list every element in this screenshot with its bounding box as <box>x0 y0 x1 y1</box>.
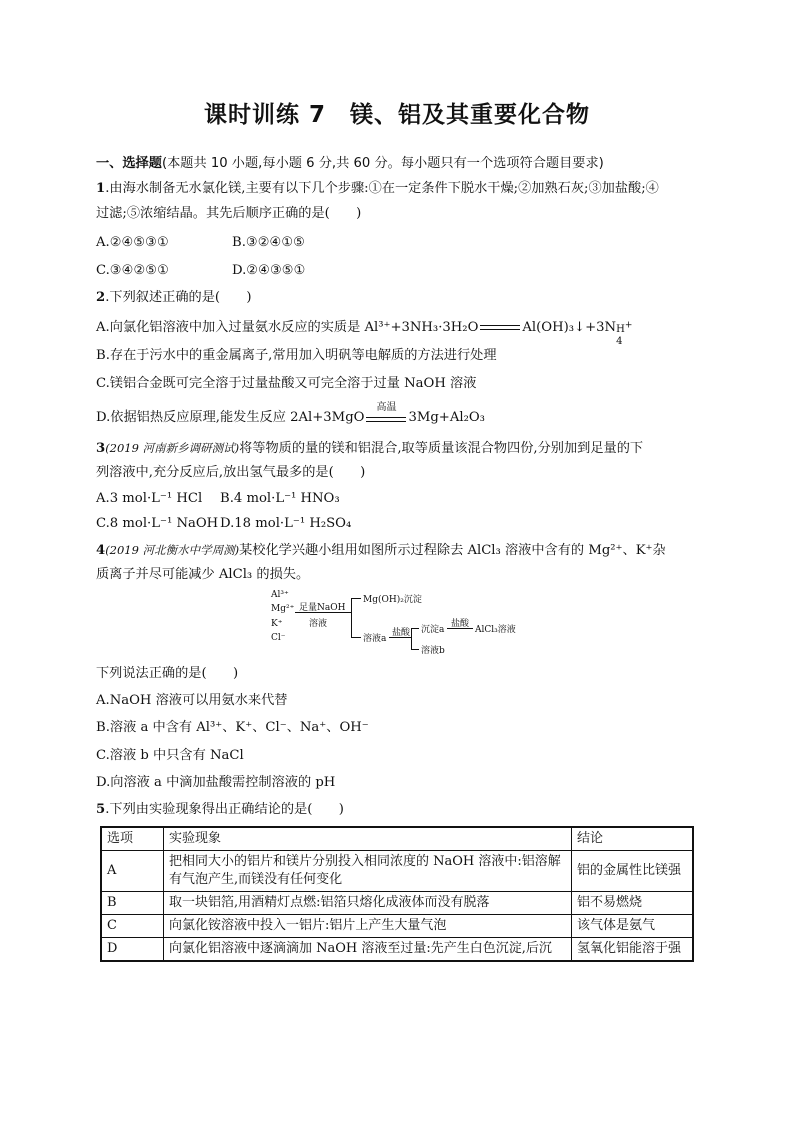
q2-option-d-left: D.依据铝热反应原理,能发生反应 2Al+3MgO <box>96 410 365 425</box>
q2-option-d-right: 3Mg+Al₂O₃ <box>408 410 485 425</box>
q2-option-a-left: A.向氯化铝溶液中加入过量氨水反应的实质是 Al³⁺+3NH₃·3H₂O <box>96 320 479 335</box>
precipitate-a: 沉淀a <box>421 625 445 635</box>
branch-top <box>351 598 361 599</box>
ion-k: K⁺ <box>271 619 283 629</box>
table-header: 实验现象 <box>164 827 572 851</box>
table-header: 选项 <box>101 827 164 851</box>
process-diagram <box>265 590 535 660</box>
q5-number: 5 <box>96 802 106 817</box>
reagent1-bottom: 溶液 <box>309 619 328 629</box>
q2-option-c[interactable]: C.镁铝合金既可完全溶于过量盐酸又可完全溶于过量 NaOH 溶液 <box>96 376 477 391</box>
q4-option-c[interactable]: C.溶液 b 中只含有 NaCl <box>96 748 244 763</box>
ion-al: Al³⁺ <box>271 590 289 600</box>
branch-line <box>351 598 352 638</box>
q4-option-a[interactable]: A.NaOH 溶液可以用氨水来代替 <box>96 693 288 708</box>
equals-arrow-icon <box>480 325 520 330</box>
q5-text: .下列由实验现象得出正确结论的是( ) <box>105 802 344 817</box>
q3-number: 3 <box>96 441 106 456</box>
table-cell: 铝的金属性比镁强 <box>572 851 694 892</box>
table-cell: 该气体是氨气 <box>572 915 694 938</box>
section-label: 一、选择题 <box>96 156 162 171</box>
q2-option-d[interactable] <box>96 402 485 427</box>
q1-option-d[interactable]: D.②④③⑤① <box>232 263 306 278</box>
q3-option-a[interactable]: A.3 mol·L⁻¹ HCl <box>96 491 203 506</box>
table-cell: 把相同大小的铝片和镁片分别投入相同浓度的 NaOH 溶液中:铝溶解有气泡产生,而镁没有任何变化 <box>164 851 572 892</box>
section-description: (本题共 10 小题,每小题 6 分,共 60 分。每小题只有一个选项符合题目要求) <box>161 156 604 171</box>
branch-top-2 <box>411 628 419 629</box>
q3-option-c[interactable]: C.8 mol·L⁻¹ NaOH <box>96 516 219 531</box>
high-temp-arrow-icon <box>366 402 406 422</box>
q2-four: 4 <box>616 336 623 347</box>
table-cell: 取一块铝箔,用酒精灯点燃:铝箔只熔化成液体而没有脱落 <box>164 892 572 915</box>
reaction-condition: 高温 <box>376 402 397 413</box>
product-mgoh2: Mg(OH)₂沉淀 <box>363 595 422 605</box>
q1-option-b[interactable]: B.③②④①⑤ <box>232 235 305 250</box>
final-alcl3: AlCl₃溶液 <box>475 625 516 635</box>
section-header <box>96 152 604 171</box>
q4-option-b[interactable]: B.溶液 a 中含有 Al³⁺、K⁺、Cl⁻、Na⁺、OH⁻ <box>96 720 369 735</box>
q4-text1: 某校化学兴趣小组用如图所示过程除去 AlCl₃ 溶液中含有的 Mg²⁺、K⁺杂 <box>239 543 666 558</box>
reagent2: 盐酸 <box>392 628 411 638</box>
table-cell: D <box>101 938 164 962</box>
table-row <box>101 915 693 938</box>
q4-source: (2019 河北衡水中学周测) <box>105 543 240 557</box>
table-cell: 向氯化铵溶液中投入一铝片:铝片上产生大量气泡 <box>164 915 572 938</box>
page-title: 课时训练 7 镁、铝及其重要化合物 <box>203 102 590 128</box>
q3-stem-line1 <box>96 439 643 458</box>
branch-line-2 <box>411 628 412 650</box>
ion-cl: Cl⁻ <box>271 633 286 643</box>
q3-stem-line2: 列溶液中,充分反应后,放出氢气最多的是( ) <box>96 465 366 480</box>
q3-source: (2019 河南新乡调研测试) <box>105 441 240 455</box>
branch-bottom-2 <box>411 649 419 650</box>
q1-number: 1 <box>96 181 106 196</box>
table-cell: B <box>101 892 164 915</box>
reagent1-top: 足量NaOH <box>299 603 346 613</box>
q4-number: 4 <box>96 543 106 558</box>
reagent3: 盐酸 <box>451 619 470 629</box>
table-cell: 向氯化铝溶液中逐滴滴加 NaOH 溶液至过量:先产生白色沉淀,后沉 <box>164 938 572 962</box>
table-cell: C <box>101 915 164 938</box>
q2-option-a-right: Al(OH)₃↓+3N <box>522 320 617 335</box>
q4-option-d[interactable]: D.向溶液 a 中滴加盐酸需控制溶液的 pH <box>96 775 336 790</box>
q1-option-a[interactable]: A.②④⑤③① <box>96 235 169 250</box>
ion-mg: Mg²⁺ <box>271 604 295 614</box>
q1-option-c[interactable]: C.③④②⑤① <box>96 263 169 278</box>
q2-text: .下列叙述正确的是( ) <box>105 290 252 305</box>
q2-number: 2 <box>96 290 106 305</box>
q3-text1: 将等物质的量的镁和铝混合,取等质量该混合物四份,分别加到足量的下 <box>239 441 644 456</box>
table-cell: A <box>101 851 164 892</box>
table-cell: 氢氧化铝能溶于强 <box>572 938 694 962</box>
q2-plus: + <box>624 320 633 331</box>
q3-option-d[interactable]: D.18 mol·L⁻¹ H₂SO₄ <box>220 516 352 531</box>
q1-text1: .由海水制备无水氯化镁,主要有以下几个步骤:①在一定条件下脱水干燥;②加熟石灰;③加盐酸;④ <box>105 181 659 196</box>
q2-option-a[interactable] <box>96 319 633 347</box>
branch-bottom <box>351 637 361 638</box>
solution-a: 溶液a <box>363 634 387 644</box>
solution-b: 溶液b <box>421 646 445 656</box>
q5-stem <box>96 801 344 819</box>
table-header: 结论 <box>572 827 694 851</box>
q1-stem-line1 <box>96 180 659 198</box>
table-header-row <box>101 827 693 851</box>
table-row <box>101 851 693 892</box>
experiment-table <box>100 826 694 962</box>
q4-stem: 下列说法正确的是( ) <box>96 666 239 681</box>
table-row <box>101 938 693 962</box>
q2-h: H <box>616 324 625 335</box>
table-row <box>101 892 693 915</box>
q2-stem <box>96 289 252 307</box>
q4-stem-line2: 质离子并尽可能减少 AlCl₃ 的损失。 <box>96 567 310 582</box>
q2-option-b[interactable]: B.存在于污水中的重金属离子,常用加入明矾等电解质的方法进行处理 <box>96 348 497 363</box>
q3-option-b[interactable]: B.4 mol·L⁻¹ HNO₃ <box>220 491 340 506</box>
table-cell: 铝不易燃烧 <box>572 892 694 915</box>
q4-stem-line1 <box>96 541 666 560</box>
q1-stem-line2: 过滤;⑤浓缩结晶。其先后顺序正确的是( ) <box>96 206 362 221</box>
